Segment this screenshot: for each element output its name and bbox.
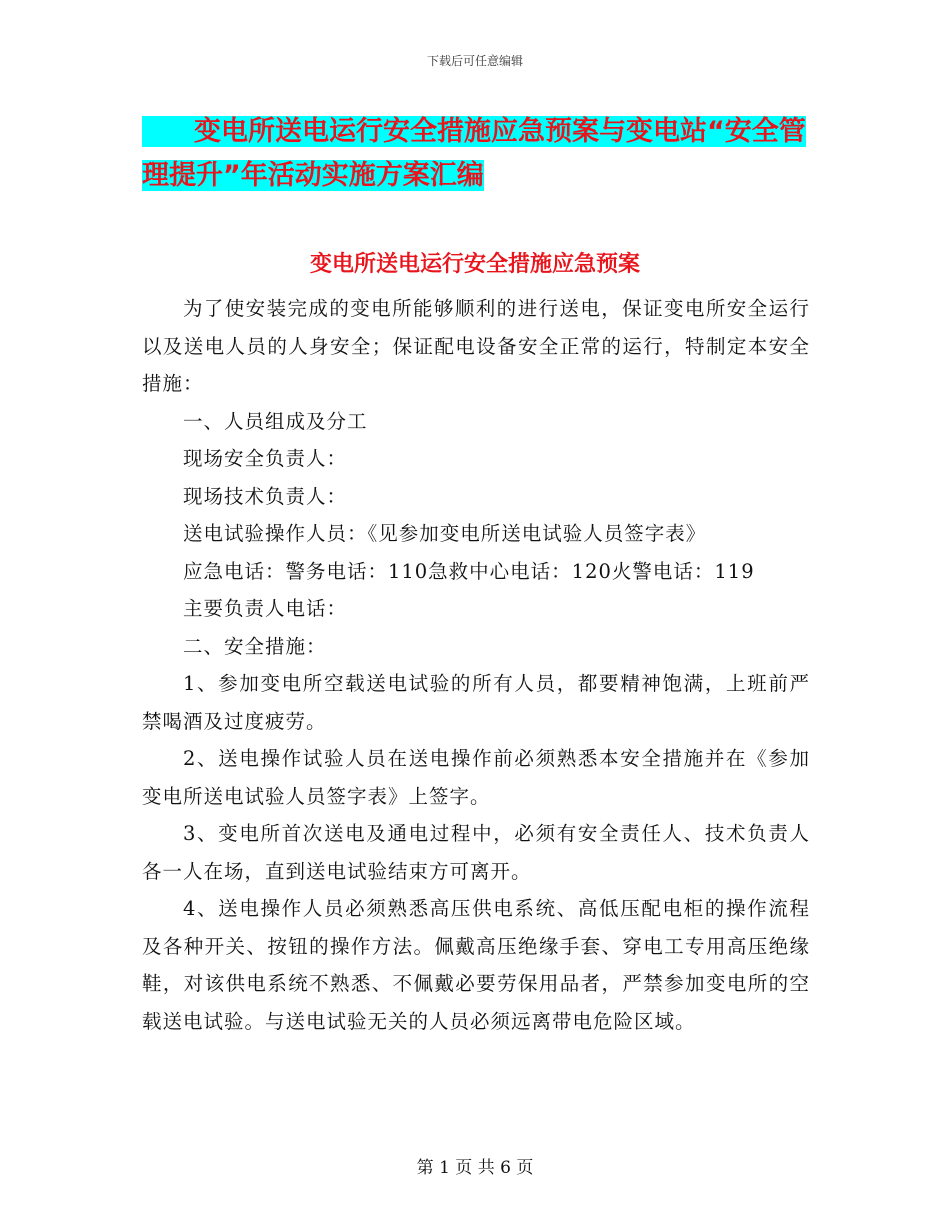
page-footer: 第 1 页 共 6 页: [416, 1158, 534, 1178]
header-note: 下载后可任意编辑: [426, 54, 523, 68]
section-title: 变电所送电运行安全措施应急预案: [309, 252, 640, 277]
paragraph: 1、参加变电所空载送电试验的所有人员，都要精神饱满，上班前严禁喝酒及过度疲劳。: [142, 672, 810, 733]
paragraph: 3、变电所首次送电及通电过程中，必须有安全责任人、技术负责人各一人在场，直到送电试验结束方可离开。: [142, 822, 810, 883]
paragraph: 为了使安装完成的变电所能够顺利的进行送电，保证变电所安全运行以及送电人员的人身安全；保证配电设备安全正常的运行，特制定本安全措施：: [142, 297, 810, 395]
paragraph: 主要负责人电话：: [182, 597, 347, 620]
paragraph: 现场安全负责人：: [182, 447, 347, 470]
body-text: [142, 290, 810, 1040]
paragraph: 4、送电操作人员必须熟悉高压供电系统、高低压配电柜的操作流程及各种开关、按钮的操作方法。佩戴高压绝缘手套、穿电工专用高压绝缘鞋，对该供电系统不熟悉、不佩戴必要劳保用品者，严禁参加变电所的空载送电试验。与送电试验无关的人员必须远离带电危险区域。: [142, 897, 810, 1033]
paragraph: 一、人员组成及分工: [182, 409, 368, 433]
paragraph: 现场技术负责人：: [182, 484, 347, 508]
paragraph: 2、送电操作试验人员在送电操作前必须熟悉本安全措施并在《参加变电所送电试验人员签字表》上签字。: [142, 747, 810, 808]
paragraph: 送电试验操作人员：《见参加变电所送电试验人员签字表》: [182, 522, 707, 545]
paragraph: 应急电话：警务电话：110急救中心电话：120火警电话：119: [182, 559, 755, 583]
paragraph: 二、安全措施：: [182, 634, 327, 658]
document-title: [142, 110, 812, 198]
title-line-1: 变电所送电运行安全措施应急预案与变电站“安全管: [142, 116, 806, 147]
title-line-2: 理提升”年活动实施方案汇编: [142, 160, 484, 191]
